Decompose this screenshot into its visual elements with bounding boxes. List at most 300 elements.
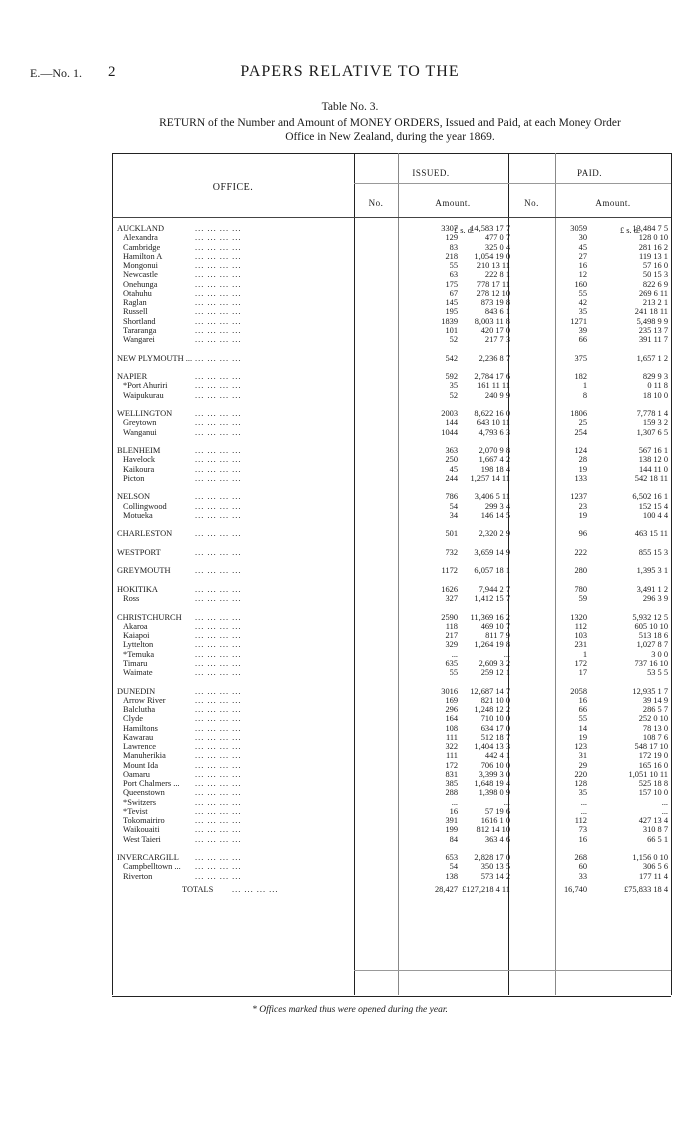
paid-amount: 463 15 11	[634, 529, 668, 539]
paid-number: 33	[578, 871, 587, 881]
leader-dots: ... ... ... ...	[195, 390, 242, 400]
office-name: Waipukurau	[123, 390, 164, 400]
paid-amount: 39 14 9	[642, 695, 668, 705]
total-issued-number: 28,427	[434, 884, 458, 894]
leader-dots: ... ... ... ...	[195, 353, 242, 363]
paid-number: 182	[574, 372, 587, 381]
leader-dots: ... ... ... ...	[195, 529, 242, 539]
table-row	[112, 816, 671, 825]
office-name: Lyttelton	[123, 640, 154, 650]
leader-dots: ... ... ... ...	[195, 631, 242, 640]
issued-amount: 469 10 7	[480, 621, 510, 631]
issued-number: 83	[449, 242, 458, 252]
leader-dots: ... ... ... ...	[195, 594, 242, 603]
issued-number: 363	[445, 446, 458, 455]
paid-number: 1237	[570, 492, 587, 502]
caption-line-2: Office in New Zealand, during the year 1869.	[285, 131, 495, 143]
header-sub-rule	[354, 183, 671, 184]
paid-number: 123	[574, 742, 587, 751]
leader-dots: ... ... ... ...	[195, 621, 242, 631]
issued-amount: 1616 1 0	[480, 816, 510, 825]
issued-amount: 222 8 1	[484, 270, 510, 280]
issued-number: 144	[445, 418, 458, 428]
office-name: Wanganui	[123, 427, 157, 437]
table-row	[112, 724, 671, 733]
leader-dots: ... ... ... ...	[195, 686, 242, 696]
issued-number: 55	[449, 668, 458, 677]
issued-number: 831	[445, 769, 458, 779]
leader-dots: ... ... ... ...	[232, 884, 279, 894]
column-header-paid: PAID.	[577, 168, 602, 178]
paid-amount: 306 5 6	[642, 862, 668, 872]
issued-number: 199	[445, 825, 458, 835]
office-name: HOKITIKA	[117, 584, 158, 594]
office-name: NELSON	[117, 492, 151, 502]
office-name: *Temuka	[123, 649, 155, 659]
issued-number: 327	[445, 594, 458, 603]
leader-dots: ... ... ... ...	[195, 825, 242, 835]
issued-number: 218	[445, 251, 458, 261]
table-row	[112, 779, 671, 788]
issued-amount: 1,648 19 4	[474, 779, 510, 788]
office-name: *Tevist	[123, 806, 148, 816]
table-row	[112, 659, 671, 668]
paid-number: 60	[578, 862, 587, 872]
office-name: Tokomairiro	[123, 816, 165, 825]
issued-number: 54	[449, 501, 458, 511]
leader-dots: ... ... ... ...	[195, 723, 242, 733]
paid-number: 16	[578, 834, 587, 844]
office-name: Waimate	[123, 668, 153, 677]
leader-dots: ... ... ... ...	[195, 501, 242, 511]
paid-number: ...	[580, 806, 587, 816]
table-row	[112, 252, 671, 261]
leader-dots: ... ... ... ...	[195, 224, 242, 233]
table-row	[112, 566, 671, 575]
leader-dots: ... ... ... ...	[195, 640, 242, 650]
office-name: AUCKLAND	[117, 224, 164, 233]
issued-amount: 710 10 0	[480, 714, 510, 724]
issued-number: 52	[449, 335, 458, 344]
office-name: Queenstown	[123, 788, 165, 798]
paid-number: 19	[578, 510, 587, 520]
office-name: Newcastle	[123, 270, 158, 280]
leader-dots: ... ... ... ...	[195, 566, 242, 576]
issued-number: 653	[445, 853, 458, 862]
issued-number: 169	[445, 695, 458, 705]
paid-number: 73	[578, 825, 587, 835]
table-row	[112, 298, 671, 307]
issued-number: 3016	[441, 686, 458, 696]
leader-dots: ... ... ... ...	[195, 372, 242, 381]
table-row	[112, 798, 671, 807]
table-row	[112, 594, 671, 603]
paid-amount: 310 8 7	[642, 825, 668, 835]
office-name: Russell	[123, 307, 148, 317]
issued-number: 34	[449, 510, 458, 520]
office-name: Tararanga	[123, 325, 157, 335]
paid-amount: 53 5 5	[647, 668, 668, 677]
issued-amount: 420 17 0	[480, 325, 510, 335]
issued-amount: 1,404 13 3	[474, 742, 510, 751]
table-row	[112, 326, 671, 335]
paid-amount: 427 13 4	[638, 816, 668, 825]
leader-dots: ... ... ... ...	[195, 455, 242, 465]
issued-amount: ...	[503, 649, 510, 659]
leader-dots: ... ... ... ...	[195, 288, 242, 298]
issued-amount: 8,622 16 0	[474, 409, 510, 418]
paid-amount: 1,307 6 5	[636, 427, 668, 437]
office-name: Collingwood	[123, 501, 167, 511]
office-name: Lawrence	[123, 742, 157, 751]
paid-amount: 144 11 0	[638, 464, 668, 474]
paid-number: 222	[574, 547, 587, 557]
issued-amount: 11,369 16 2	[470, 612, 510, 622]
issued-number: 172	[445, 760, 458, 770]
table-row	[112, 446, 671, 455]
paid-amount: 391 11 7	[638, 335, 668, 344]
paid-amount: 3,491 1 2	[636, 584, 668, 594]
issued-amount: 217 7 3	[484, 335, 510, 344]
paid-number: 1	[582, 381, 587, 391]
leader-dots: ... ... ... ...	[195, 427, 242, 437]
table-row	[112, 696, 671, 705]
table-row	[112, 733, 671, 742]
issued-number: 322	[445, 742, 458, 751]
issued-number: 55	[449, 261, 458, 270]
paid-number: 1271	[570, 316, 587, 326]
issued-amount: 350 13 5	[480, 862, 510, 872]
paid-amount: 152 15 4	[638, 501, 668, 511]
issued-number: 101	[445, 325, 458, 335]
paid-amount: 525 18 8	[638, 779, 668, 788]
paid-amount: ...	[661, 797, 668, 807]
paid-amount: 78 13 0	[642, 723, 668, 733]
leader-dots: ... ... ... ...	[195, 816, 242, 825]
issued-amount: 1,264 19 8	[474, 640, 510, 650]
issued-amount: 7,944 2 7	[478, 584, 510, 594]
office-name: Mongonui	[123, 261, 158, 270]
leader-dots: ... ... ... ...	[195, 862, 242, 872]
paid-number: 112	[574, 621, 587, 631]
office-name: Manuherikia	[123, 751, 166, 761]
paid-number: 128	[574, 779, 587, 788]
office-name: *Switzers	[123, 797, 157, 807]
paid-amount: 119 13 1	[638, 251, 668, 261]
issued-amount: 442 4 1	[484, 751, 510, 761]
issued-number: 391	[445, 816, 458, 825]
row-spacer	[112, 363, 671, 372]
table-body	[112, 224, 671, 894]
office-name: Havelock	[123, 455, 156, 465]
paid-amount: 100 4 4	[642, 510, 668, 520]
issued-amount: 3,406 5 11	[474, 492, 510, 502]
paid-amount: 548 17 10	[634, 742, 668, 751]
table-row	[112, 835, 671, 844]
paid-number: 35	[578, 307, 587, 317]
table-row	[112, 502, 671, 511]
leader-dots: ... ... ... ...	[195, 769, 242, 779]
issued-amount: 146 14 5	[480, 510, 510, 520]
paid-number: 103	[574, 631, 587, 640]
paid-number: 19	[578, 732, 587, 742]
table-row	[112, 548, 671, 557]
column-header-issued: ISSUED.	[412, 168, 450, 178]
issued-number: 244	[445, 473, 458, 483]
office-name: NEW PLYMOUTH ...	[117, 353, 193, 363]
issued-number: 1839	[441, 316, 458, 326]
column-header-issued-no: No.	[368, 198, 384, 208]
table-row	[112, 761, 671, 770]
paid-number: 66	[578, 335, 587, 344]
paid-number: 1	[582, 649, 587, 659]
table-row	[112, 317, 671, 326]
row-spacer	[112, 603, 671, 612]
issued-number: 45	[449, 464, 458, 474]
paid-number: 160	[574, 279, 587, 289]
paid-number: 3059	[570, 224, 587, 233]
issued-amount: 1,054 19 0	[474, 251, 510, 261]
issued-amount: 210 13 11	[476, 261, 510, 270]
office-name: Ross	[123, 594, 140, 603]
row-spacer	[112, 344, 671, 353]
paid-amount: 5,498 9 9	[636, 316, 668, 326]
leader-dots: ... ... ... ...	[195, 742, 242, 751]
table-row	[112, 455, 671, 464]
leader-dots: ... ... ... ...	[195, 325, 242, 335]
leader-dots: ... ... ... ...	[195, 612, 242, 622]
paid-amount: 18 10 0	[642, 390, 668, 400]
leader-dots: ... ... ... ...	[195, 732, 242, 742]
table-row	[112, 511, 671, 520]
issued-amount: 278 12 10	[476, 288, 510, 298]
issued-amount: 3,399 3 0	[478, 769, 510, 779]
leader-dots: ... ... ... ...	[195, 806, 242, 816]
issued-number: 542	[445, 353, 458, 363]
table-row	[112, 714, 671, 723]
total-issued-amount: £127,218 4 11	[462, 884, 510, 894]
office-name: Hamiltons	[123, 723, 158, 733]
row-spacer	[112, 844, 671, 853]
issued-amount: 325 0 4	[484, 242, 510, 252]
paid-amount: 269 6 11	[638, 288, 668, 298]
table-row	[112, 289, 671, 298]
issued-amount: 2,609 3 2	[478, 658, 510, 668]
paid-number: 112	[574, 816, 587, 825]
column-header-paid-no: No.	[524, 198, 539, 208]
table-border-right	[671, 153, 672, 995]
issued-amount: 843 6 1	[484, 307, 510, 317]
leader-dots: ... ... ... ...	[195, 834, 242, 844]
paid-amount: 213 2 1	[642, 298, 668, 307]
paid-number: 25	[578, 418, 587, 428]
paid-number: 19	[578, 464, 587, 474]
table-row	[112, 622, 671, 631]
table-row	[112, 770, 671, 779]
issued-number: 786	[445, 492, 458, 502]
paid-number: 14	[578, 723, 587, 733]
column-header-office: OFFICE.	[212, 182, 254, 193]
leader-dots: ... ... ... ...	[195, 409, 242, 418]
leader-dots: ... ... ... ...	[195, 251, 242, 261]
leader-dots: ... ... ... ...	[195, 233, 242, 243]
issued-number: 1626	[441, 584, 458, 594]
office-name: Oamaru	[123, 769, 150, 779]
leader-dots: ... ... ... ...	[195, 760, 242, 770]
office-name: Onehunga	[123, 279, 158, 289]
office-name: Otahuhu	[123, 288, 152, 298]
row-spacer	[112, 483, 671, 492]
column-header-issued-amount: Amount.	[435, 198, 471, 208]
paid-number: 29	[578, 760, 587, 770]
leader-dots: ... ... ... ...	[195, 584, 242, 594]
leader-dots: ... ... ... ...	[195, 270, 242, 280]
issued-amount: 240 9 9	[484, 390, 510, 400]
table-row	[112, 409, 671, 418]
issued-number: 3307	[441, 224, 458, 233]
issued-amount: 634 17 0	[480, 723, 510, 733]
paid-amount: 281 16 2	[638, 242, 668, 252]
office-name: Riverton	[123, 871, 153, 881]
paid-number: 12	[578, 270, 587, 280]
office-name: Balclutha	[123, 705, 156, 714]
issued-number: 108	[445, 723, 458, 733]
issued-amount: 573 14 2	[480, 871, 510, 881]
leader-dots: ... ... ... ...	[195, 242, 242, 252]
table-row	[112, 853, 671, 862]
issued-number: 2590	[441, 612, 458, 622]
caption-line-1: RETURN of the Number and Amount of MONEY ORDERS, Issued and Paid, at each Money Order	[159, 117, 621, 129]
leader-dots: ... ... ... ...	[195, 658, 242, 668]
paid-amount: 829 9 3	[642, 372, 668, 381]
issued-number: 195	[445, 307, 458, 317]
table-row	[112, 751, 671, 760]
issued-amount: 706 10 0	[480, 760, 510, 770]
office-name: Alexandra	[123, 233, 158, 243]
leader-dots: ... ... ... ...	[195, 714, 242, 724]
issued-number: ...	[451, 649, 458, 659]
issued-amount: 1,248 12 2	[474, 705, 510, 714]
table-row	[112, 381, 671, 390]
header-bottom-rule	[112, 217, 671, 218]
paid-amount: 128 0 10	[638, 233, 668, 243]
paid-number: 1806	[570, 409, 587, 418]
paid-number: 220	[574, 769, 587, 779]
paid-currency-units: £ s. d.	[620, 226, 641, 235]
issued-amount: 477 0 7	[484, 233, 510, 243]
leader-dots: ... ... ... ...	[195, 668, 242, 677]
paid-amount: 241 18 11	[634, 307, 668, 317]
leader-dots: ... ... ... ...	[195, 797, 242, 807]
table-row	[112, 270, 671, 279]
paid-amount: 50 15 3	[642, 270, 668, 280]
paid-amount: 737 16 10	[634, 658, 668, 668]
issued-number: 63	[449, 270, 458, 280]
table-row	[112, 335, 671, 344]
leader-dots: ... ... ... ...	[195, 510, 242, 520]
issued-number: 296	[445, 705, 458, 714]
total-paid-amount: £75,833 18 4	[624, 884, 668, 894]
paid-number: 66	[578, 705, 587, 714]
paid-amount: 1,027 8 7	[636, 640, 668, 650]
paid-amount: 157 10 0	[638, 788, 668, 798]
leader-dots: ... ... ... ...	[195, 751, 242, 761]
paid-number: 30	[578, 233, 587, 243]
leader-dots: ... ... ... ...	[195, 261, 242, 270]
paid-number: 27	[578, 251, 587, 261]
table-row	[112, 825, 671, 834]
office-name: CHARLESTON	[117, 529, 173, 539]
paid-number: 96	[578, 529, 587, 539]
issued-number: 111	[446, 751, 458, 761]
office-name: Raglan	[123, 298, 147, 307]
office-name: Kaiapoi	[123, 631, 150, 640]
table-row	[112, 788, 671, 797]
office-name: Timaru	[123, 658, 148, 668]
office-name: Cambridge	[123, 242, 161, 252]
paid-number: 28	[578, 455, 587, 465]
table-row	[112, 261, 671, 270]
leader-dots: ... ... ... ...	[195, 547, 242, 557]
paid-amount: 165 16 0	[638, 760, 668, 770]
issued-number: 52	[449, 390, 458, 400]
issued-amount: 14,583 17 7	[470, 224, 510, 233]
paid-number: 16	[578, 695, 587, 705]
office-name: Mount Ida	[123, 760, 159, 770]
issued-amount: 778 17 11	[476, 279, 510, 289]
table-row	[112, 687, 671, 696]
leader-dots: ... ... ... ...	[195, 779, 242, 788]
table-caption	[110, 116, 670, 144]
issued-amount: 299 3 4	[484, 501, 510, 511]
paid-number: 31	[578, 751, 587, 761]
paid-amount: 5,932 12 5	[632, 612, 668, 622]
issued-number: 385	[445, 779, 458, 788]
table-row	[112, 613, 671, 622]
office-name: Kawarau	[123, 732, 154, 742]
issued-amount: 821 10 0	[480, 695, 510, 705]
paid-amount: 66 5 1	[647, 834, 668, 844]
issued-amount: 259 12 1	[480, 668, 510, 677]
table-row	[112, 705, 671, 714]
page-header	[0, 63, 700, 88]
issued-amount: 1,257 14 11	[470, 473, 510, 483]
office-name: Hamilton A	[123, 251, 163, 261]
table-row	[112, 807, 671, 816]
table-row	[112, 492, 671, 501]
total-paid-number: 16,740	[563, 884, 587, 894]
issued-amount: 643 10 11	[476, 418, 510, 428]
office-name: Kaikoura	[123, 464, 155, 474]
leader-dots: ... ... ... ...	[195, 853, 242, 862]
paid-amount: 286 5 7	[642, 705, 668, 714]
leader-dots: ... ... ... ...	[195, 464, 242, 474]
table-row	[112, 428, 671, 437]
paid-number: 2058	[570, 686, 587, 696]
office-name: Port Chalmers ...	[123, 779, 180, 788]
paid-amount: 542 18 11	[634, 473, 668, 483]
page-title: PAPERS RELATIVE TO THE	[240, 63, 460, 80]
paid-amount: 855 15 3	[638, 547, 668, 557]
office-name: Arrow River	[123, 695, 166, 705]
paid-number: 268	[574, 853, 587, 862]
paid-amount: 0 11 8	[647, 381, 668, 391]
issued-number: 2003	[441, 409, 458, 418]
table-row	[112, 233, 671, 242]
office-name: Akaroa	[123, 621, 148, 631]
footnote: * Offices marked thus were opened during the year.	[252, 1005, 448, 1015]
issued-amount: ...	[503, 797, 510, 807]
